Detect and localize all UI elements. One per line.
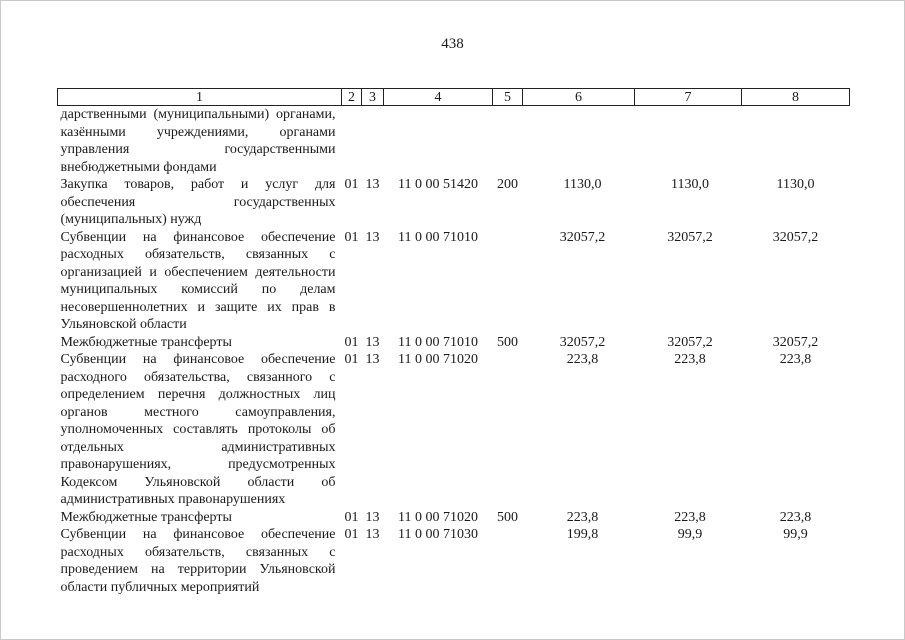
row-name-cell: Субвенции на финансовое обеспечение расходных обязательств, связанных с проведением на территории Ульяновской области публичных мероприятий	[60, 527, 336, 595]
subsection-code-cell: 13	[365, 352, 380, 367]
target-article-cell: 11 0 00 71010	[398, 229, 478, 245]
subsection-code-cell: 13	[365, 177, 380, 192]
expense-type-cell	[493, 106, 523, 177]
amount-col-7-cell: 32057,2	[667, 229, 713, 245]
amount-col-8-cell: 32057,2	[772, 334, 819, 350]
subsection-code-cell: 13	[365, 334, 380, 350]
expense-type-cell	[493, 229, 523, 334]
header-col-8: 8	[742, 89, 850, 106]
expense-type-cell: 200	[497, 177, 518, 192]
section-code-cell: 01	[344, 177, 359, 192]
amount-col-7-cell: 223,8	[674, 352, 706, 367]
header-col-5: 5	[493, 89, 523, 106]
target-article-cell: 11 0 00 71010	[398, 334, 478, 350]
table-row	[58, 509, 850, 527]
table-row	[58, 334, 850, 352]
section-code-cell: 01	[344, 527, 359, 542]
amount-col-7-cell: 99,9	[677, 527, 703, 542]
amount-col-8-cell	[742, 106, 850, 177]
header-col-1: 1	[58, 89, 342, 106]
amount-col-8-cell: 1130,0	[776, 177, 815, 192]
section-code-cell: 01	[344, 509, 359, 525]
table-row	[58, 106, 850, 177]
table-body	[58, 106, 850, 597]
table-row	[58, 176, 850, 229]
row-name-cell: Субвенции на финансовое обеспечение расходных обязательств, связанных с организацией и обеспечением деятельности муниципальных комиссий по делам несовершеннолетних и защите их прав в Ульяновской области	[60, 229, 336, 332]
header-col-2: 2	[342, 89, 362, 106]
header-col-4: 4	[384, 89, 493, 106]
budget-table	[57, 88, 850, 596]
expense-type-cell: 500	[497, 509, 518, 525]
expense-type-cell	[493, 351, 523, 509]
amount-col-7-cell: 32057,2	[667, 334, 713, 350]
amount-col-6-cell: 1130,0	[563, 177, 602, 192]
header-col-3: 3	[362, 89, 384, 106]
amount-col-6-cell: 32057,2	[559, 334, 606, 350]
table-header-row	[58, 89, 850, 106]
amount-col-8-cell: 32057,2	[772, 229, 819, 245]
target-article-cell: 11 0 00 71020	[398, 352, 478, 367]
subsection-code-cell	[362, 106, 384, 177]
subsection-code-cell: 13	[365, 527, 380, 542]
row-name-cell: дарственными (муниципальными) органами, казёнными учреждениями, органами управления государственными внебюджетными фондами	[60, 107, 336, 175]
table-row	[58, 229, 850, 334]
amount-col-6-cell	[523, 106, 635, 177]
subsection-code-cell: 13	[365, 229, 380, 245]
amount-col-8-cell: 99,9	[783, 527, 808, 542]
section-code-cell: 01	[344, 352, 359, 367]
section-code-cell: 01	[344, 334, 359, 350]
amount-col-7-cell	[635, 106, 742, 177]
row-name-cell: Закупка товаров, работ и услуг для обеспечения государственных (муниципальных) нужд	[60, 177, 336, 227]
amount-col-6-cell: 199,8	[566, 527, 599, 542]
row-name-cell: Межбюджетные трансферты	[60, 509, 232, 525]
amount-col-8-cell: 223,8	[779, 352, 812, 367]
section-code-cell: 01	[344, 229, 359, 245]
row-name-cell: Субвенции на финансовое обеспечение расходного обязательства, связанного с определением перечня должностных лиц органов местного самоуправления, уполномоченных составлять протоколы об отдельных административных правонарушениях, предусмотренных Кодексом Ульяновской области об административных правонарушениях	[60, 352, 336, 507]
header-col-7: 7	[635, 89, 742, 106]
amount-col-6-cell: 223,8	[566, 509, 599, 525]
target-article-cell: 11 0 00 71020	[398, 509, 478, 525]
amount-col-7-cell: 1130,0	[671, 177, 709, 192]
amount-col-8-cell: 223,8	[779, 509, 812, 525]
table-row	[58, 351, 850, 509]
row-name-cell: Межбюджетные трансферты	[60, 334, 232, 350]
amount-col-7-cell: 223,8	[674, 509, 706, 525]
amount-col-6-cell: 223,8	[566, 352, 599, 367]
subsection-code-cell: 13	[365, 509, 380, 525]
target-article-cell: 11 0 00 51420	[398, 177, 478, 192]
page-number: 438	[441, 36, 464, 52]
table-row	[58, 526, 850, 596]
header-col-6: 6	[523, 89, 635, 106]
target-article-cell: 11 0 00 71030	[398, 527, 478, 542]
expense-type-cell: 500	[497, 334, 518, 350]
section-code-cell	[342, 106, 362, 177]
amount-col-6-cell: 32057,2	[559, 229, 606, 245]
expense-type-cell	[493, 526, 523, 596]
target-article-cell	[384, 106, 493, 177]
